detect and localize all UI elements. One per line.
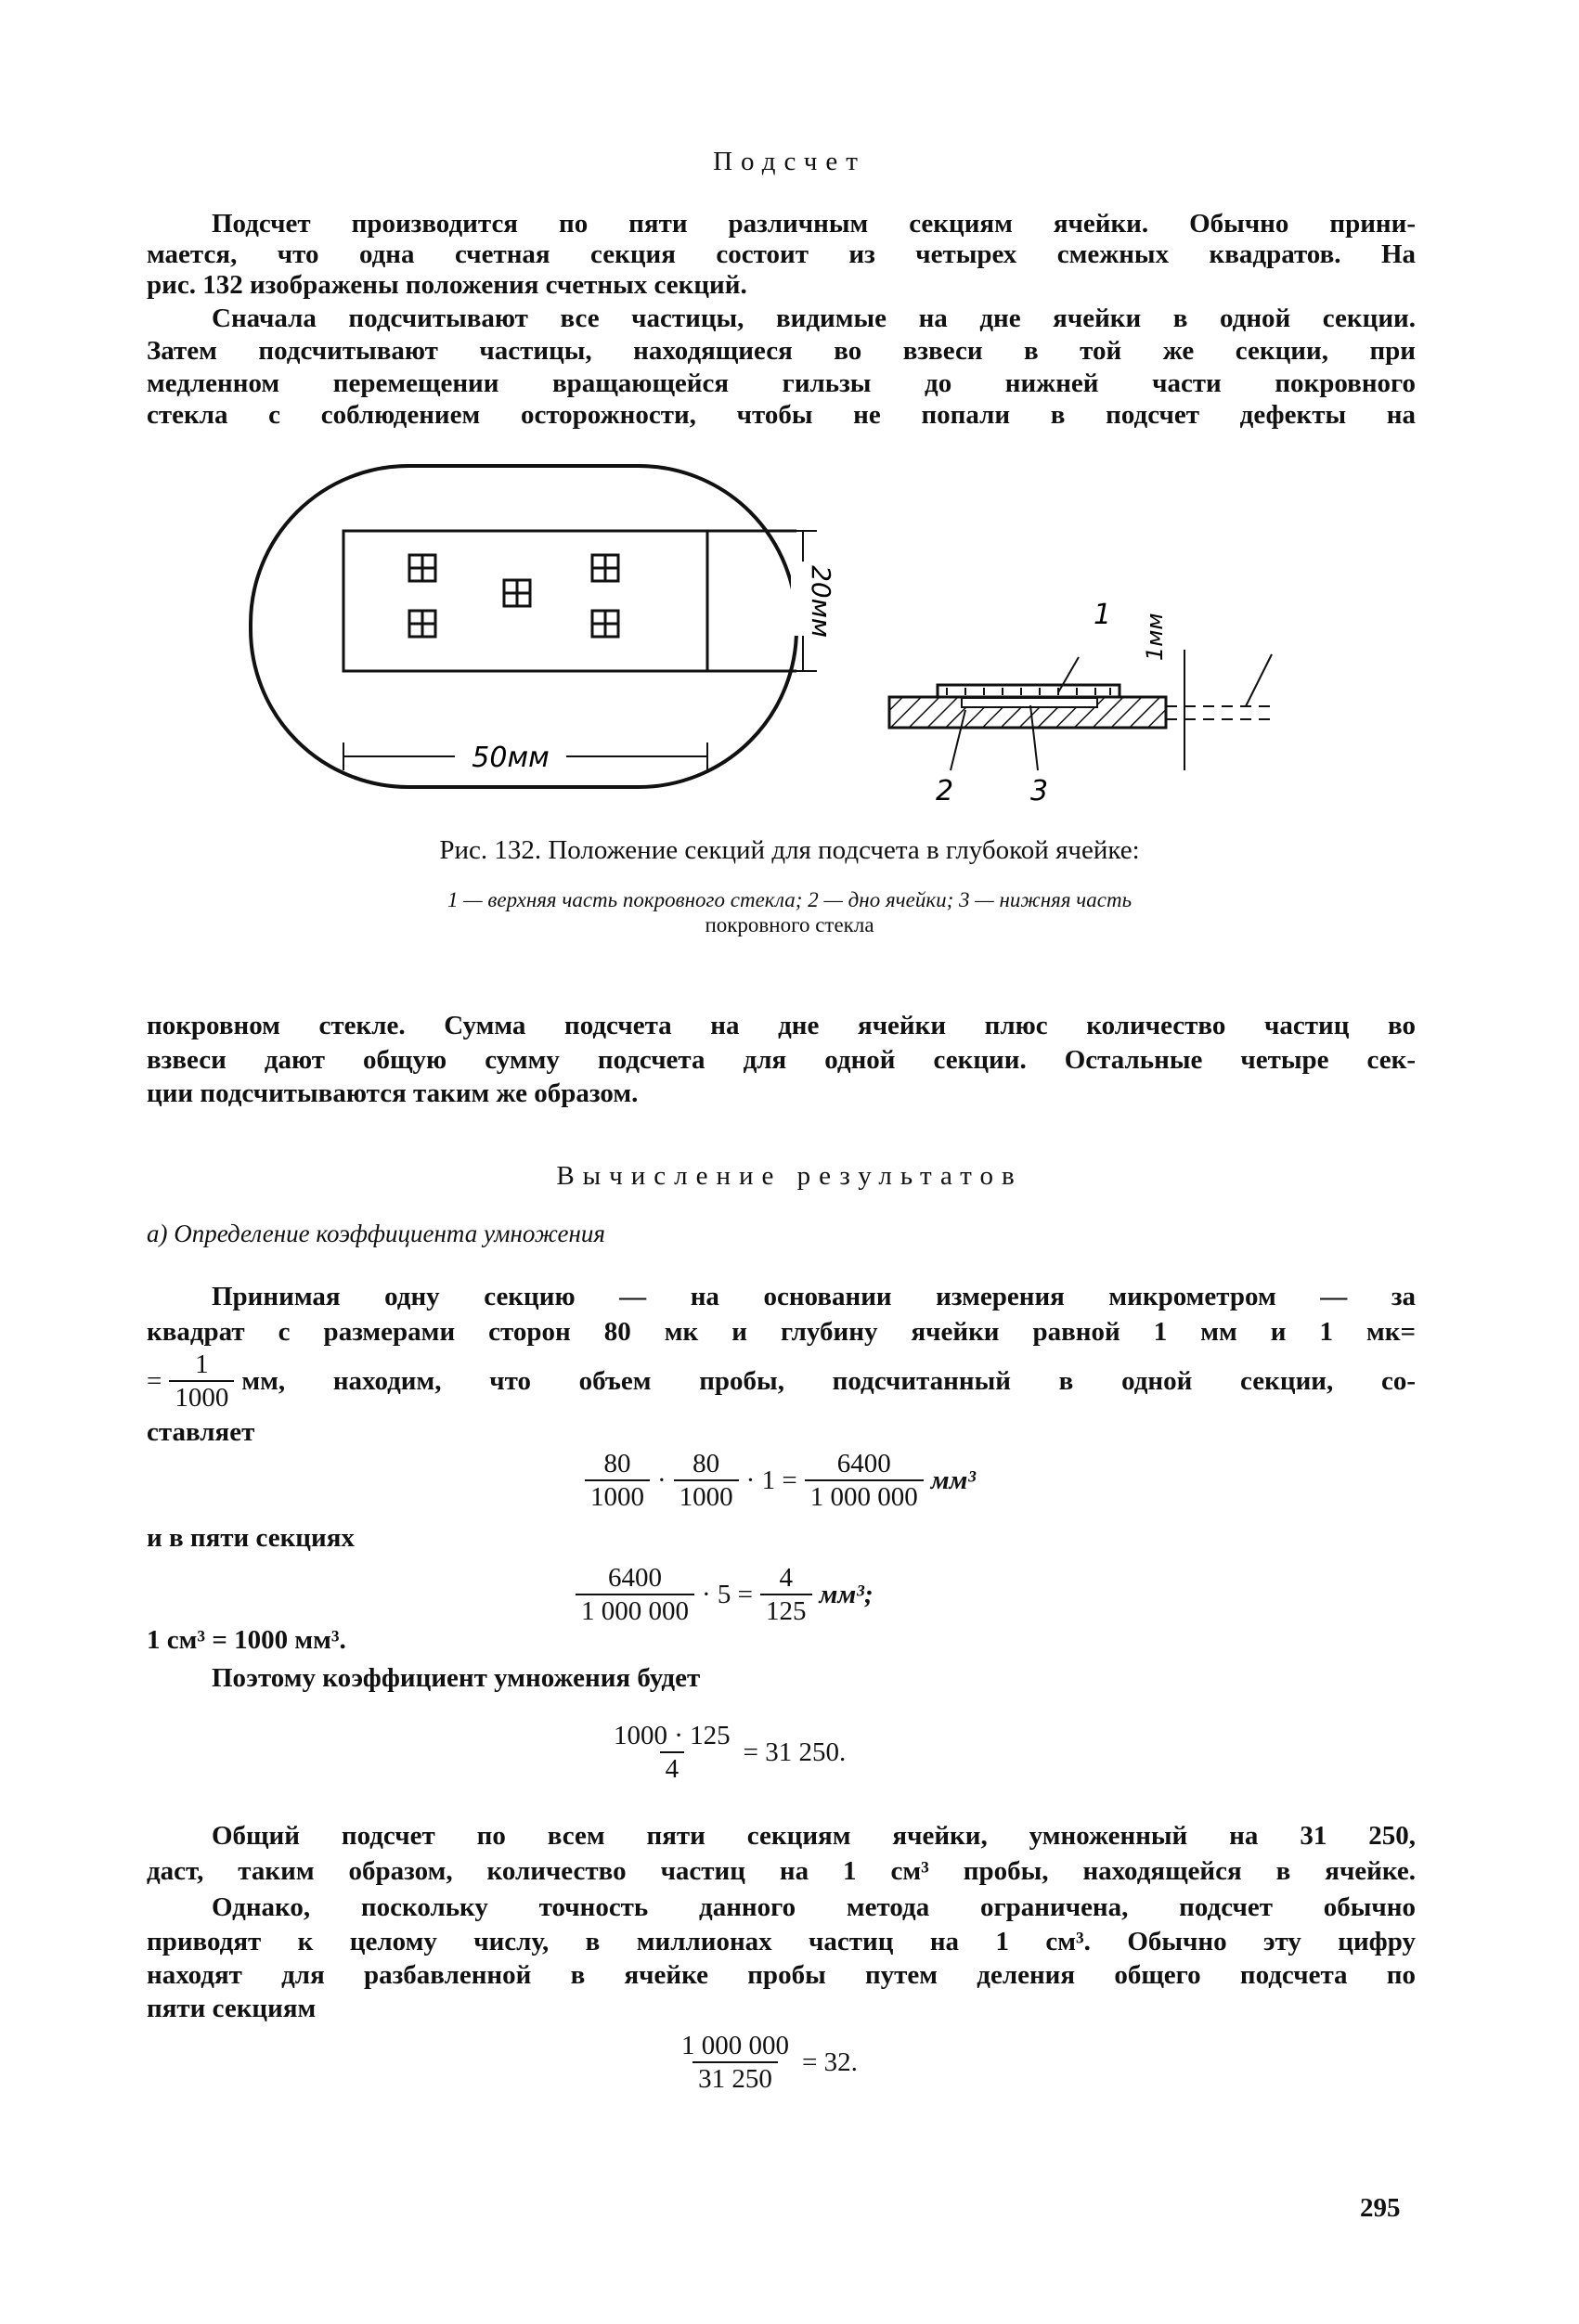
text-line: ции подсчитываются таким же образом.: [147, 1078, 639, 1108]
denominator: 1 000 000: [805, 1479, 924, 1513]
callout-3: 3: [1030, 775, 1049, 807]
text-line: пяти секциям: [147, 1994, 317, 2023]
denominator: 1000: [585, 1479, 650, 1513]
text-line: мм, находим, что объем пробы, подсчитанный в одной секции, со-: [241, 1365, 1416, 1396]
text-line-with-fraction: [147, 1349, 1416, 1414]
fraction: [760, 1562, 812, 1627]
result: = 32.: [802, 2046, 858, 2077]
text-line: ставляет: [147, 1417, 255, 1447]
text-line: Общий подсчет по всем пяти секциям ячейки, умноженный на 31 250,: [212, 1821, 1416, 1851]
section-heading: Вычисление результатов: [556, 1161, 1023, 1191]
unit: мм³: [930, 1465, 977, 1495]
figure-caption: Рис. 132. Положение секций для подсчета в глубокой ячейке:: [439, 835, 1140, 865]
denominator: 1000: [674, 1479, 739, 1513]
numerator: 1: [195, 1349, 209, 1379]
result: = 31 250.: [743, 1737, 847, 1767]
page-number: 295: [1360, 2193, 1401, 2223]
fraction: [674, 1448, 739, 1513]
text-line: квадрат с размерами сторон 80 мк и глубину ячейки равной 1 мм и 1 мк=: [147, 1317, 1416, 1347]
text-line: даст, таким образом, количество частиц на 1 см³ пробы, находящейся в ячейке.: [147, 1856, 1416, 1886]
fraction: [608, 1720, 736, 1785]
height-dimension-label: 20мм: [806, 565, 836, 638]
fraction: [169, 1349, 234, 1414]
equals-sign: =: [147, 1365, 162, 1396]
text-line: приводят к целому числу, в миллионах частиц на 1 см³. Обычно эту цифру: [147, 1927, 1416, 1956]
text-line: Поэтому коэффициент умножения будет: [212, 1663, 701, 1693]
equation-3: [608, 1720, 846, 1785]
fraction: [676, 2030, 795, 2095]
fraction: [805, 1448, 924, 1513]
numerator: 80: [692, 1449, 720, 1478]
unit: мм³;: [819, 1579, 874, 1609]
numerator: 6400: [836, 1449, 891, 1478]
numerator: 80: [603, 1449, 631, 1478]
fraction: [585, 1448, 650, 1513]
numerator: 4: [779, 1563, 794, 1593]
chamber-cross-section: [889, 650, 1272, 770]
text-line: мается, что одна счетная секция состоит из четырех смежных квадратов. На: [147, 239, 1416, 269]
figure-legend: 1 — верхняя часть покровного стекла; 2 — дно ячейки; 3 — нижняя часть: [447, 888, 1132, 911]
text-line: 1 см³ = 1000 мм³.: [147, 1625, 346, 1655]
counting-squares: [409, 555, 618, 637]
text-line: Затем подсчитывают частицы, находящиеся во взвеси в той же секции, при: [147, 336, 1416, 366]
numerator: 6400: [608, 1563, 662, 1593]
equation-4: [676, 2030, 858, 2095]
operator: · 1 =: [745, 1465, 797, 1495]
denominator: 31 250: [692, 2061, 778, 2095]
denominator: 4: [660, 1751, 685, 1785]
denominator: 125: [760, 1594, 812, 1627]
text-line: и в пяти секциях: [147, 1523, 355, 1553]
text-line: покровном стекле. Сумма подсчета на дне ячейки плюс количество частиц во: [147, 1011, 1416, 1040]
numerator: 1000 · 125: [614, 1721, 731, 1750]
denominator: 1000: [169, 1380, 234, 1414]
figure-legend: покровного стекла: [705, 913, 874, 936]
text-line: Сначала подсчитывают все частицы, видимые на дне ячейки в одной секции.: [212, 303, 1416, 333]
text-line: находят для разбавленной в ячейке пробы путем деления общего подсчета по: [147, 1960, 1416, 1990]
numerator: 1 000 000: [681, 2031, 789, 2060]
depth-dimension-label: 1мм: [1142, 613, 1168, 661]
equation-1: [585, 1448, 976, 1513]
equation-2: [576, 1562, 874, 1627]
callout-2: 2: [936, 775, 954, 807]
denominator: 1 000 000: [576, 1594, 694, 1627]
counting-chamber-top-view: [251, 466, 796, 787]
operator: ·: [657, 1465, 667, 1495]
subheading: а) Определение коэффициента умножения: [147, 1220, 605, 1247]
text-line: Принимая одну секцию — на основании измерения микрометром — за: [212, 1282, 1416, 1311]
callout-1: 1: [1094, 599, 1112, 631]
text-line: стекла с соблюдением осторожности, чтобы не попали в подсчет дефекты на: [147, 400, 1416, 430]
text-line: рис. 132 изображены положения счетных секций.: [147, 270, 747, 300]
text-line: Однако, поскольку точность данного метода ограничена, подсчет обычно: [212, 1892, 1416, 1922]
text-line: медленном перемещении вращающейся гильзы до нижней части покровного: [147, 368, 1416, 398]
text-line: взвеси дают общую сумму подсчета для одной секции. Остальные четыре сек-: [147, 1045, 1416, 1075]
operator: · 5 =: [702, 1579, 754, 1609]
section-title: Подсчет: [713, 147, 866, 176]
fraction: [576, 1562, 694, 1627]
text-line: Подсчет производится по пяти различным секциям ячейки. Обычно прини-: [212, 209, 1416, 239]
width-dimension-label: 50мм: [472, 742, 550, 774]
